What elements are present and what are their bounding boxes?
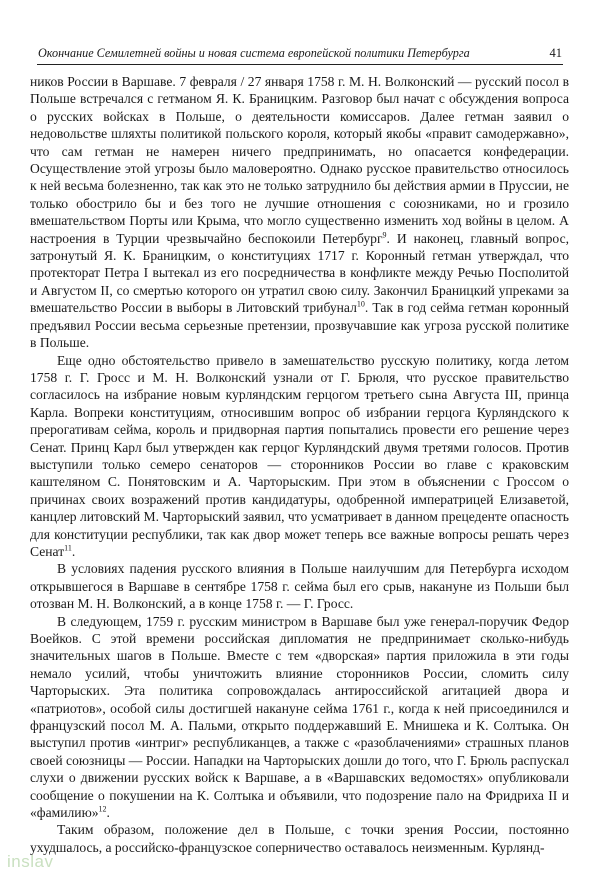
paragraph-4: В следующем, 1759 г. русским министром в Варшаве был уже генерал-поручик Федор Воейков. С этой времени российская дипломатия не предпринимает сколько-нибудь значительных шагов в Польше. Вместе с тем «дворская» партия приложила в эти годы немало усилий, чтобы уничтожить влияние сторонников России, сломить силу Чарторыских. Эта политика сопровождалась антироссийской агитацией двора и «патриотов», особой силы достигшей накануне сейма 1761 г., когда к ней присоединился и французский посол М. А. Пальми, открыто поддержавший Е. Мнишека и К. Солтыка. Он выступил против «интриг» республиканцев, а также с «разоблачениями» страшных планов своей союзницы — России. Нападки на Чарторыских дошли до того, что Г. Брюль распускал слухи о движении русских войск к Варшаве, а в «Варшавских ведомостях» опубликовали сообщение о покушении на К. Солтыка и объявили, что подозрение пало на Фридриха II и «фамилию»$^{12}$. [30,613,569,821]
paragraph-1: ников России в Варшаве. 7 февраля / 27 января 1758 г. М. Н. Волконский — русский посол в Польше встречался с гетманом Я. К. Браницким. Разговор был начат с обсуждения вопроса о русских войсках в Польше, о деятельности комиссаров. Далее гетман заявил о недовольстве шляхты политикой польского короля, который якобы «правит самодержавно», что сам гетман не намерен ничего предпринимать, но опасается конфедерации. Осуществление этой угрозы было маловероятно. Однако русское правительство относилось к ней весьма болезненно, так как это не только затруднило бы действия армии в Пруссии, не только обострило бы и без того не лучшие отношения с союзниками, но и грозило вмешательством Порты или Крыма, что могло существенно изменить ход войны в целом. А настроения в Турции чрезвычайно беспокоили Петербург$^9$. И наконец, главный вопрос, затронутый Я. К. Браницким, о конституциях 1717 г. Коронный гетман утверждал, что протекторат Петра I вытекал из его посредничества в конфликте между Речью Посполитой и Августом II, со смертью которого он утратил свою силу. Закончил Браницкий упреками за вмешательство России в выборы в Литовский трибунал$^{10}$. Так в год сейма гетман коронный предъявил России весьма серьезные претензии, прозвучавшие как угроза русской политике в Польше. [30,74,569,351]
footnote-ref-9: 9 [382,230,387,240]
paragraph-2: Еще одно обстоятельство привело в замешательство русскую политику, когда летом 1758 г. Г. Гросс и М. Н. Волконский узнали от Г. Брюля, что русское правительство согласилось на избрание новым курляндским герцогом третьего сына Августа III, принца Карла. Вопреки конституциям, относившим вопрос об избрании герцога Курляндского к прерогативам сейма, король и придворная партия попытались провести его решение через Сенат. Принц Карл был утвержден как герцог Курляндский двумя третями голосов. Против выступили только семеро сенаторов — сторонников России во главе с краковским каштеляном С. Понятовским и А. Чарторыским. При этом в объяснении с Гроссом о причинах своих возражений против кандидатуры, одобренной императрицей Елизаветой, канцлер литовский М. Чарторыский заявил, что усматривает в данном прецеденте опасность для конституции республики, так как двор может теперь все важные вопросы решать через Сенат$^{11}$. [30,352,569,559]
paragraph-5: Таким образом, положение дел в Польше, с точки зрения России, постоянно ухудшалось, а российско-французское соперничество оставалось неизменным. Курлянд- [30,822,569,855]
page-body [30,73,569,856]
footnote-ref-12: 12 [98,804,107,814]
header-rule [37,64,563,65]
footnote-ref-10: 10 [356,299,365,309]
page-number: 41 [549,46,562,60]
watermark: inslav [7,852,54,871]
footnote-ref-11: 11 [64,543,72,553]
running-title: Окончание Семилетней войны и новая система европейской политики Петербурга [38,46,470,60]
running-header [38,46,562,60]
paragraph-3: В условиях падения русского влияния в Польше наилучшим для Петербурга исходом открывшегося в Варшаве в сентябре 1758 г. сейма был его срыв, накануне из Польши был отозван М. Н. Волконский, а в конце 1758 г. — Г. Гросс. [30,561,569,612]
